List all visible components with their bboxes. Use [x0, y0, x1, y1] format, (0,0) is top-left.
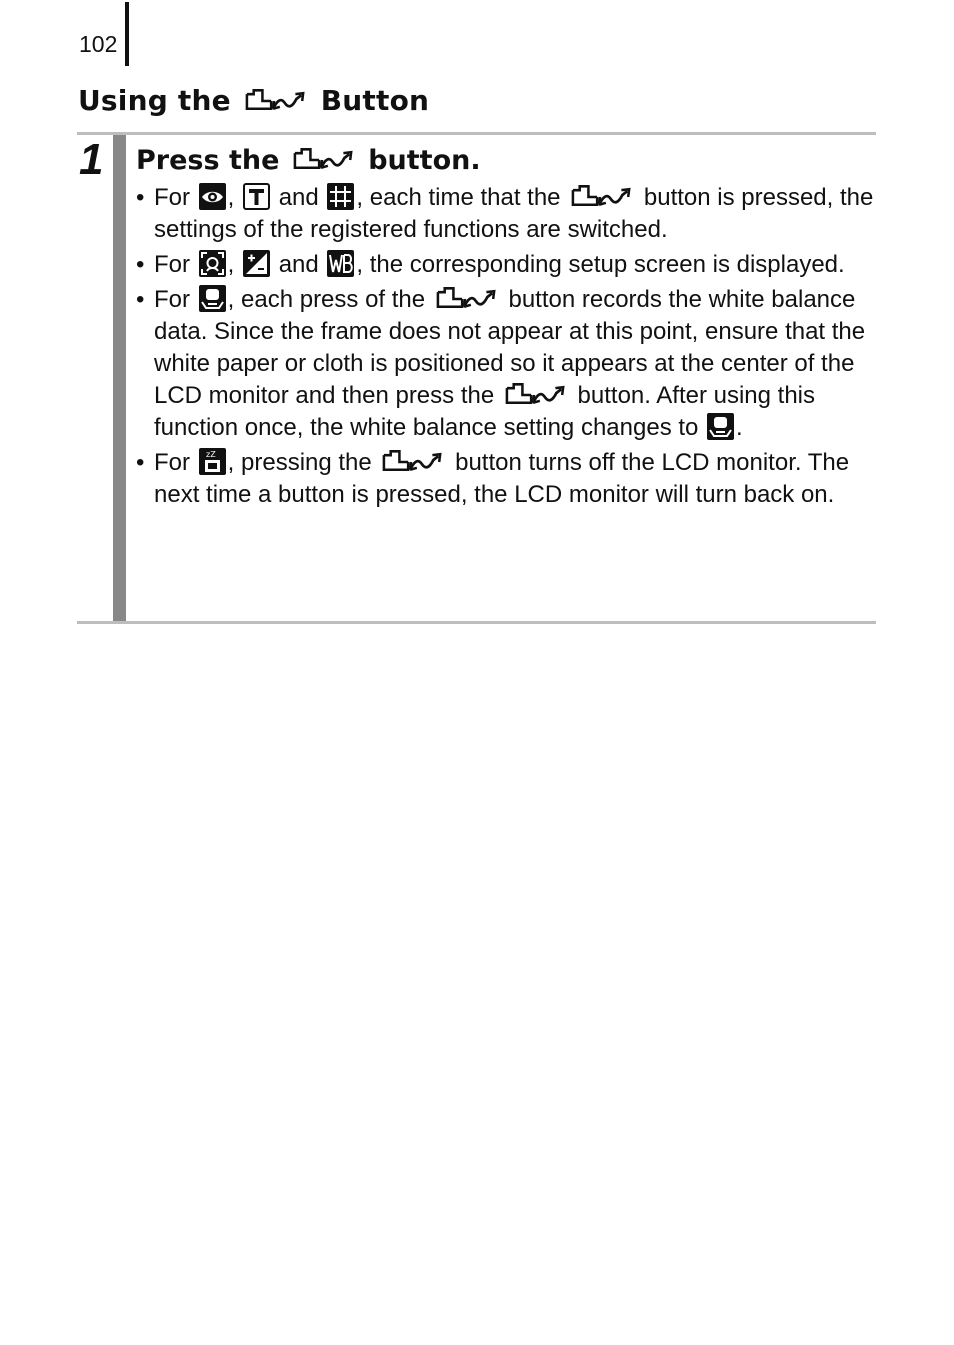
print-share-shortcut-icon: [381, 448, 445, 474]
text-t-icon: [243, 183, 270, 210]
list-text: , each time that the: [356, 184, 561, 211]
face-select-icon: [199, 250, 226, 277]
list-text: .: [736, 414, 743, 441]
list-item: • For zZ , pressing the button turns off the LCD monitor. The next time a button is pressed, the LCD monitor will turn back on.: [136, 449, 850, 508]
list-text: button turns off the LCD monitor. The next time a button is pressed, the LCD monitor will turn back on.: [154, 449, 850, 508]
list-item: • For , and , the corresponding setup screen is displayed.: [136, 251, 845, 278]
section-title: [78, 84, 429, 118]
print-share-shortcut-icon: [292, 145, 356, 173]
list-text: ,: [227, 251, 235, 278]
list-text: For: [154, 184, 190, 211]
list-text: , each press of the: [227, 286, 426, 313]
step-heading-after: button.: [368, 145, 481, 176]
section-title-text-before: Using the: [78, 84, 231, 117]
top-rule: [77, 132, 876, 135]
step-sidebar: [113, 135, 126, 621]
page-number: 102: [79, 31, 118, 57]
list-text: For: [154, 449, 190, 476]
list-text: For: [154, 251, 190, 278]
custom-white-balance-icon: [707, 413, 734, 440]
red-eye-icon: [199, 183, 226, 210]
list-text: and: [278, 251, 319, 278]
list-text: button is pressed, the settings of the registered functions are switched.: [154, 184, 874, 243]
print-share-shortcut-icon: [435, 285, 499, 311]
step-number: 1: [79, 135, 104, 184]
list-item: • For , and , each time that the button is pressed, the settings of the registered functions are switched.: [136, 184, 874, 243]
exposure-compensation-icon: [243, 250, 270, 277]
list-text: button records the white balance data. Since the frame does not appear at this point, ensure that the white paper or cloth is positioned so it appears at the center of the LCD monitor and then press the: [154, 286, 866, 409]
page-number-divider: [125, 2, 129, 66]
wb-icon: [327, 250, 354, 277]
list-text: button. After using this function once, the white balance setting changes to: [154, 382, 816, 441]
bottom-rule: [77, 621, 876, 624]
svg-text:zZ: zZ: [205, 450, 216, 459]
step-heading-before: Press the: [136, 145, 280, 176]
list-text: , the corresponding setup screen is displayed.: [356, 251, 845, 278]
instruction-list: [136, 182, 876, 514]
print-share-shortcut-icon: [504, 381, 568, 407]
section-title-text-after: Button: [320, 84, 430, 117]
display-off-icon: [199, 448, 226, 475]
step-heading: [136, 144, 481, 178]
list-text: , pressing the: [227, 449, 372, 476]
print-share-shortcut-icon: [570, 183, 634, 209]
list-text: ,: [227, 184, 235, 211]
list-text: For: [154, 286, 190, 313]
print-share-shortcut-icon: [244, 86, 308, 114]
list-item: • For , each press of the button records the white balance data. Since the frame does not appear at this point, ensure that the white paper or cloth is positioned so it appears at the center of the LCD monitor and then press the button. After using this function once, the white balance setting changes to .: [136, 286, 866, 441]
custom-white-balance-icon: [199, 285, 226, 312]
step-block: [77, 132, 876, 624]
grid-icon: [327, 183, 354, 210]
list-text: and: [278, 184, 319, 211]
